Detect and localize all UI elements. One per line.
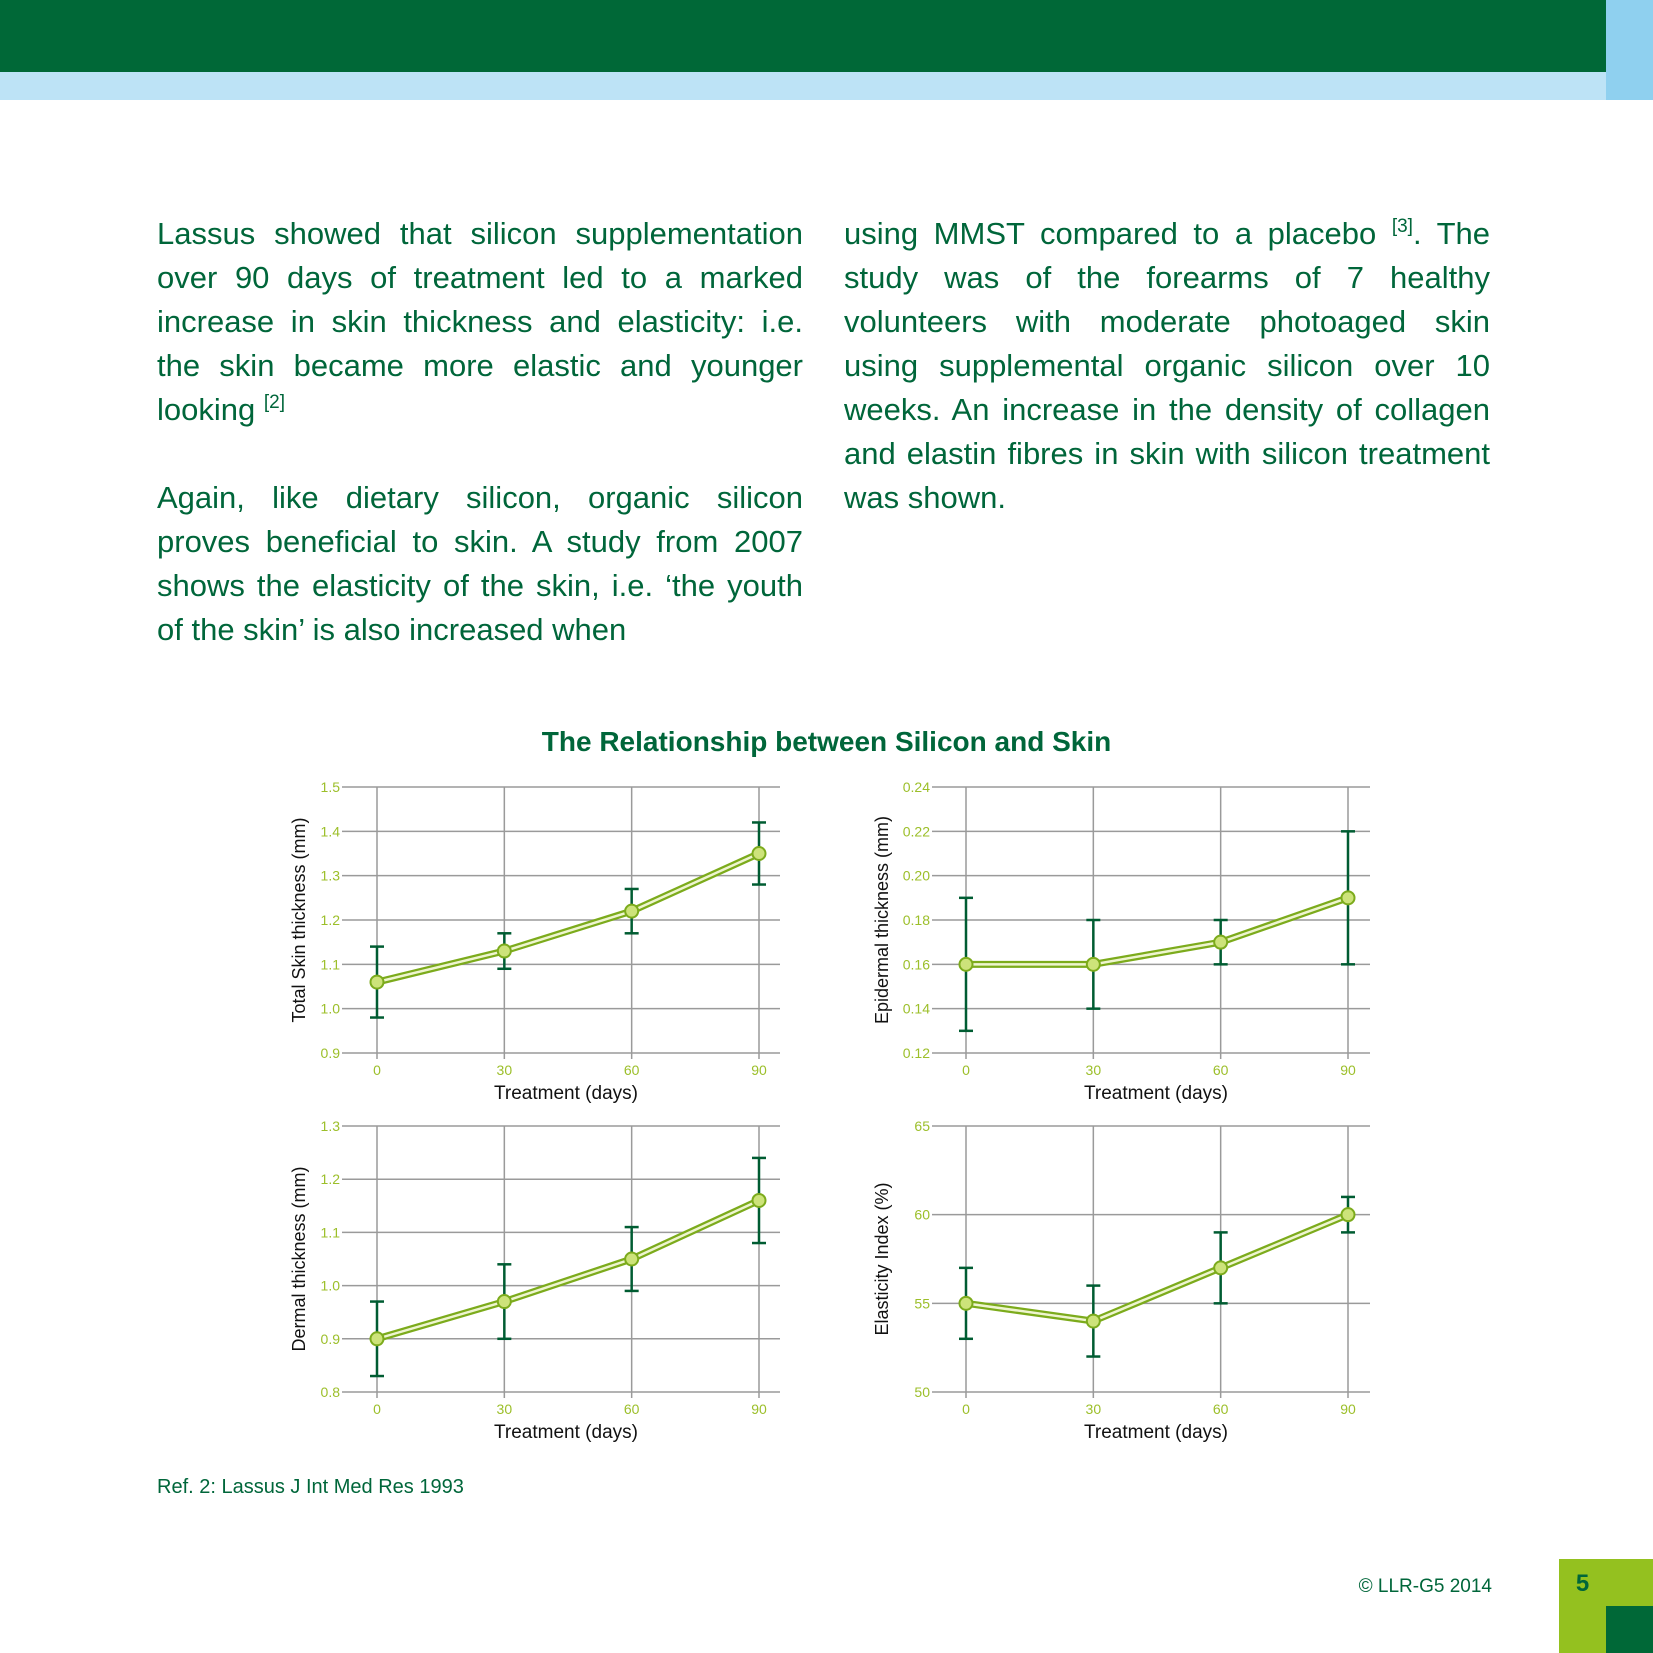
y-tick-label: 1.1	[320, 956, 340, 973]
data-point	[753, 847, 766, 860]
y-tick-label: 0.12	[902, 1045, 930, 1061]
x-axis-label: Treatment (days)	[1084, 1083, 1228, 1104]
x-tick-label: 90	[1340, 1401, 1356, 1417]
y-axis-label: Dermal thickness (mm)	[289, 1166, 309, 1352]
series-line	[377, 1200, 759, 1338]
copyright: © LLR-G5 2014	[1358, 1576, 1492, 1597]
x-tick-label: 30	[1085, 1401, 1102, 1417]
data-point	[498, 1295, 511, 1308]
x-tick-label: 60	[623, 1062, 640, 1078]
chart-panel-2	[872, 779, 1370, 1104]
y-tick-label: 0.22	[902, 823, 930, 840]
y-tick-label: 0.18	[902, 912, 930, 928]
x-tick-label: 0	[373, 1062, 381, 1078]
series-line	[966, 1215, 1348, 1321]
y-tick-label: 1.2	[320, 912, 340, 928]
x-tick-label: 0	[373, 1401, 381, 1417]
data-point	[371, 976, 384, 989]
x-axis-label: Treatment (days)	[494, 1083, 638, 1104]
data-point	[960, 1297, 973, 1310]
x-tick-label: 90	[1340, 1062, 1356, 1078]
chart-panel-1	[289, 779, 780, 1104]
page-corner-block	[1606, 1606, 1653, 1653]
page-corner-block	[1559, 1606, 1606, 1653]
reference-note: Ref. 2: Lassus J Int Med Res 1993	[157, 1476, 464, 1498]
y-axis-label: Total Skin thickness (mm)	[289, 817, 309, 1023]
data-point	[1087, 958, 1100, 971]
y-axis-label: Elasticity Index (%)	[872, 1182, 892, 1336]
x-axis-label: Treatment (days)	[1084, 1422, 1228, 1443]
y-tick-label: 1.5	[320, 779, 340, 795]
y-tick-label: 1.3	[320, 867, 340, 884]
series-line	[966, 898, 1348, 965]
x-axis-label: Treatment (days)	[494, 1422, 638, 1443]
y-tick-label: 1.1	[320, 1224, 340, 1241]
x-tick-label: 0	[962, 1401, 970, 1417]
x-tick-label: 60	[1212, 1062, 1229, 1078]
x-tick-label: 60	[623, 1401, 640, 1417]
data-point	[1087, 1315, 1100, 1328]
reference-marker: [2]	[263, 392, 285, 413]
data-point	[498, 945, 511, 958]
y-tick-label: 0.24	[902, 779, 930, 795]
y-tick-label: 1.3	[320, 1118, 340, 1134]
x-tick-label: 90	[751, 1062, 767, 1078]
x-tick-label: 90	[751, 1401, 767, 1417]
page-number: 5	[1575, 1570, 1590, 1597]
series-line-outline	[377, 854, 759, 983]
series-line-outline	[966, 1215, 1348, 1321]
chart-panel-3	[289, 1118, 780, 1443]
data-point	[1342, 891, 1355, 904]
data-point	[960, 958, 973, 971]
paragraph-mmst-study: using MMST compared to a placebo [3]. The study was of the forearms of 7 healthy volunteers with moderate photoaged skin using supplemental organic silicon over 10 weeks. An increase in the density of collagen and elastin fibres in skin with silicon treatment was shown.	[844, 216, 1490, 515]
y-tick-label: 55	[914, 1295, 930, 1312]
x-tick-label: 30	[496, 1062, 513, 1078]
chart-title: The Relationship between Silicon and Skin	[541, 726, 1112, 757]
series-line	[377, 854, 759, 983]
y-tick-label: 0.9	[320, 1330, 340, 1347]
y-axis-label: Epidermal thickness (mm)	[872, 815, 892, 1025]
y-tick-label: 1.0	[320, 1277, 340, 1294]
y-tick-label: 1.4	[320, 823, 340, 840]
chart-panel-4	[872, 1118, 1370, 1443]
y-tick-label: 65	[914, 1118, 930, 1134]
data-point	[625, 1253, 638, 1266]
data-point	[625, 905, 638, 918]
paragraph-lassus: Lassus showed that silicon supplementation over 90 days of treatment led to a marked increase in skin thickness and elasticity: i.e. the skin became more elastic and younger looking [2]	[157, 216, 803, 427]
x-tick-label: 0	[962, 1062, 970, 1078]
data-point	[753, 1194, 766, 1207]
x-tick-label: 30	[1085, 1062, 1102, 1078]
y-tick-label: 1.2	[320, 1171, 340, 1188]
data-point	[1214, 936, 1227, 949]
y-tick-label: 50	[914, 1384, 930, 1400]
y-tick-label: 60	[914, 1206, 930, 1223]
data-point	[1214, 1261, 1227, 1274]
data-point	[371, 1332, 384, 1345]
y-tick-label: 0.20	[902, 867, 930, 884]
y-tick-label: 0.16	[902, 956, 930, 973]
series-line-outline	[377, 1200, 759, 1338]
y-tick-label: 0.9	[320, 1045, 340, 1061]
y-tick-label: 0.14	[902, 1000, 930, 1017]
x-tick-label: 60	[1212, 1401, 1229, 1417]
y-tick-label: 0.8	[320, 1384, 340, 1400]
x-tick-label: 30	[496, 1401, 513, 1417]
reference-marker: [3]	[1391, 216, 1413, 237]
data-point	[1342, 1208, 1355, 1221]
y-tick-label: 1.0	[320, 1000, 340, 1017]
paragraph-organic-silicon: Again, like dietary silicon, organic silicon proves beneficial to skin. A study from 2007 shows the elasticity of the skin, i.e. ‘the youth of the skin’ is also increased when	[157, 480, 803, 647]
